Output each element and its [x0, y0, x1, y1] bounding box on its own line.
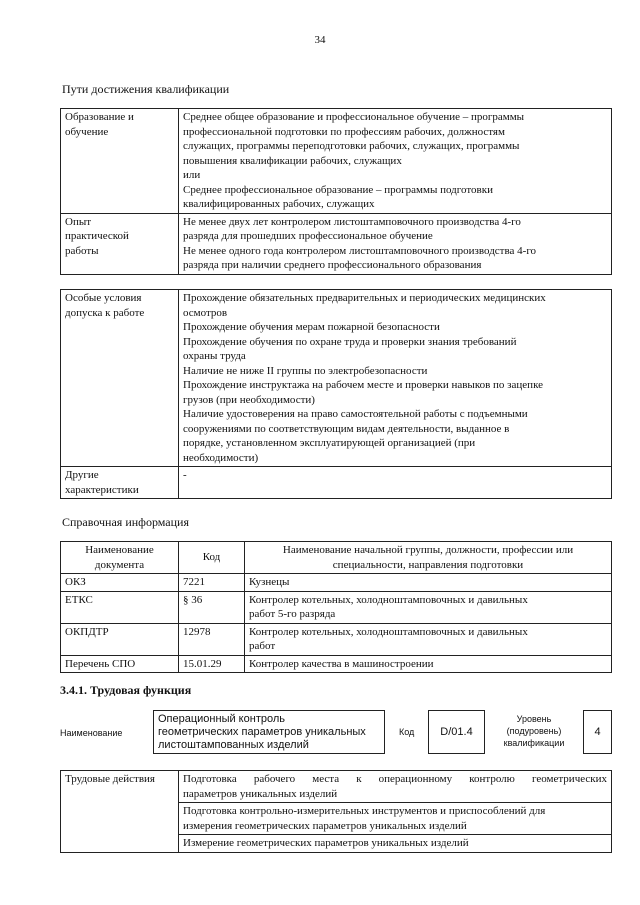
content-line: разряда при наличии среднего профессионального образования	[183, 259, 482, 271]
page-number: 34	[314, 34, 326, 46]
row-label	[61, 213, 179, 274]
labor-function-heading: 3.4.1. Трудовая функция	[60, 683, 192, 697]
function-name-line: Операционный контроль	[158, 713, 285, 725]
header-line: Наименование начальной группы, должности, профессии или	[282, 544, 574, 556]
action-line: Измерение геометрических параметров уникальных изделий	[183, 837, 469, 849]
header-line: специальности, направления подготовки	[332, 558, 524, 571]
admission-table	[60, 289, 612, 499]
action-line: Подготовка контрольно-измерительных инструментов и приспособлений для	[183, 805, 546, 817]
label-line: характеристики	[65, 483, 139, 496]
content-line: Прохождение инструктажа на рабочем месте и проверки навыков по зацепке	[183, 379, 544, 391]
content-line: грузов (при необходимости)	[183, 393, 315, 406]
label-line: Особые условия	[65, 292, 142, 304]
name-label: Наименование	[60, 728, 123, 738]
header-line: Наименование	[85, 544, 154, 556]
cell-code: 7221	[179, 574, 245, 592]
content-line: Среднее общее образование и профессиональное обучение – программы	[183, 111, 525, 123]
action-line: параметров уникальных изделий	[183, 787, 338, 800]
cell-doc: ОКПДТР	[61, 623, 179, 655]
cell-doc: ОКЗ	[61, 574, 179, 592]
header-code: Код	[179, 542, 245, 574]
content-line: Не менее одного года контролером листоштамповочного производства 4-го	[183, 244, 537, 257]
level-value: 4	[594, 725, 601, 738]
action-line: Подготовка рабочего места к операционному контролю геометрических	[183, 773, 607, 785]
reference-table	[60, 541, 612, 673]
content-line: порядке, установленном эксплуатирующей организацией (при	[183, 437, 476, 449]
content-line: охраны труда	[183, 350, 246, 362]
action-line: измерения геометрических параметров уникальных изделий	[183, 819, 467, 832]
content-line: -	[183, 469, 187, 481]
table-row	[61, 655, 612, 673]
content-line: разряда для прошедших профессиональное обучение	[183, 230, 433, 242]
row-content	[179, 467, 612, 499]
content-line: Прохождение обязательных предварительных и периодических медицинских	[183, 292, 546, 304]
labor-action-item	[179, 771, 612, 803]
label-line: обучение	[65, 125, 109, 138]
content-line: служащих, программы переподготовки рабочих, служащих, программы	[183, 140, 520, 152]
name-line: Контролер котельных, холодноштамповочных и давильных	[249, 593, 528, 606]
row-content	[179, 213, 612, 274]
label-line: Опыт	[65, 215, 92, 228]
table-row	[61, 467, 612, 499]
name-line: Контролер котельных, холодноштамповочных и давильных	[249, 625, 528, 638]
content-line: повышения квалификации рабочих, служащих	[183, 154, 402, 167]
row-label	[61, 467, 179, 499]
level-label	[496, 713, 572, 749]
table-row	[61, 574, 612, 592]
name-line: Контролер качества в машиностроении	[249, 657, 434, 670]
reference-heading: Справочная информация	[62, 515, 189, 529]
table-header-row	[61, 542, 612, 574]
label-line: Другие	[65, 469, 99, 481]
content-line: Наличие не ниже II группы по электробезопасности	[183, 364, 428, 377]
cell-doc: ЕТКС	[61, 591, 179, 623]
label-line: допуска к работе	[65, 306, 145, 319]
table-row	[61, 591, 612, 623]
content-line: осмотров	[183, 306, 228, 319]
row-label	[61, 290, 179, 467]
code-value: D/01.4	[440, 725, 473, 738]
cell-code: 12978	[179, 623, 245, 655]
code-label: Код	[399, 727, 415, 737]
function-name-line: листоштампованных изделий	[158, 739, 309, 751]
table-row	[61, 213, 612, 274]
row-label	[61, 109, 179, 214]
labor-action-item	[179, 803, 612, 835]
qualification-paths-heading: Пути достижения квалификации	[62, 82, 230, 96]
labor-action-item	[179, 835, 612, 853]
table-row	[61, 290, 612, 467]
header-line: документа	[94, 558, 145, 571]
content-line: необходимости)	[183, 451, 259, 464]
function-name-line: геометрических параметров уникальных	[158, 726, 366, 738]
cell-name	[245, 655, 612, 673]
name-line: Кузнецы	[249, 576, 290, 588]
cell-code: § 36	[179, 591, 245, 623]
label-line: Образование и	[65, 111, 134, 123]
content-line: Не менее двух лет контролером листоштамповочного производства 4-го	[183, 215, 521, 228]
cell-doc: Перечень СПО	[61, 655, 179, 673]
level-box	[583, 710, 612, 754]
code-box	[428, 710, 485, 754]
cell-name	[245, 574, 612, 592]
content-line: Среднее профессиональное образование – программы подготовки	[183, 183, 493, 196]
content-line: или	[183, 169, 201, 181]
content-line: сооружениями по соответствующим видам деятельности, выданное в	[183, 422, 510, 435]
content-line: профессиональной подготовки по профессиям рабочих, должностям	[183, 125, 505, 138]
content-line: Прохождение обучения мерам пожарной безопасности	[183, 321, 440, 333]
table-row	[61, 109, 612, 214]
function-name-box	[153, 710, 385, 754]
labor-actions-table	[60, 770, 612, 853]
table-row	[61, 623, 612, 655]
qualification-paths-table	[60, 108, 612, 275]
header-name	[245, 542, 612, 574]
level-label-line: квалификации	[503, 738, 565, 748]
label-line: практической	[65, 230, 129, 242]
labor-actions-label: Трудовые действия	[61, 771, 179, 853]
content-line: Наличие удостоверения на право самостоятельной работы с подъемными	[183, 408, 528, 420]
table-row	[61, 771, 612, 803]
label-line: работы	[65, 244, 99, 257]
name-line: работ 5-го разряда	[249, 608, 336, 620]
cell-name	[245, 591, 612, 623]
level-label-line: Уровень	[516, 714, 552, 724]
level-label-line: (подуровень)	[506, 726, 562, 736]
row-content	[179, 290, 612, 467]
cell-name	[245, 623, 612, 655]
cell-code: 15.01.29	[179, 655, 245, 673]
name-line: работ	[249, 640, 276, 652]
row-content	[179, 109, 612, 214]
content-line: Прохождение обучения по охране труда и проверки знания требований	[183, 335, 517, 348]
content-line: квалифицированных рабочих, служащих	[183, 198, 375, 210]
header-doc	[61, 542, 179, 574]
